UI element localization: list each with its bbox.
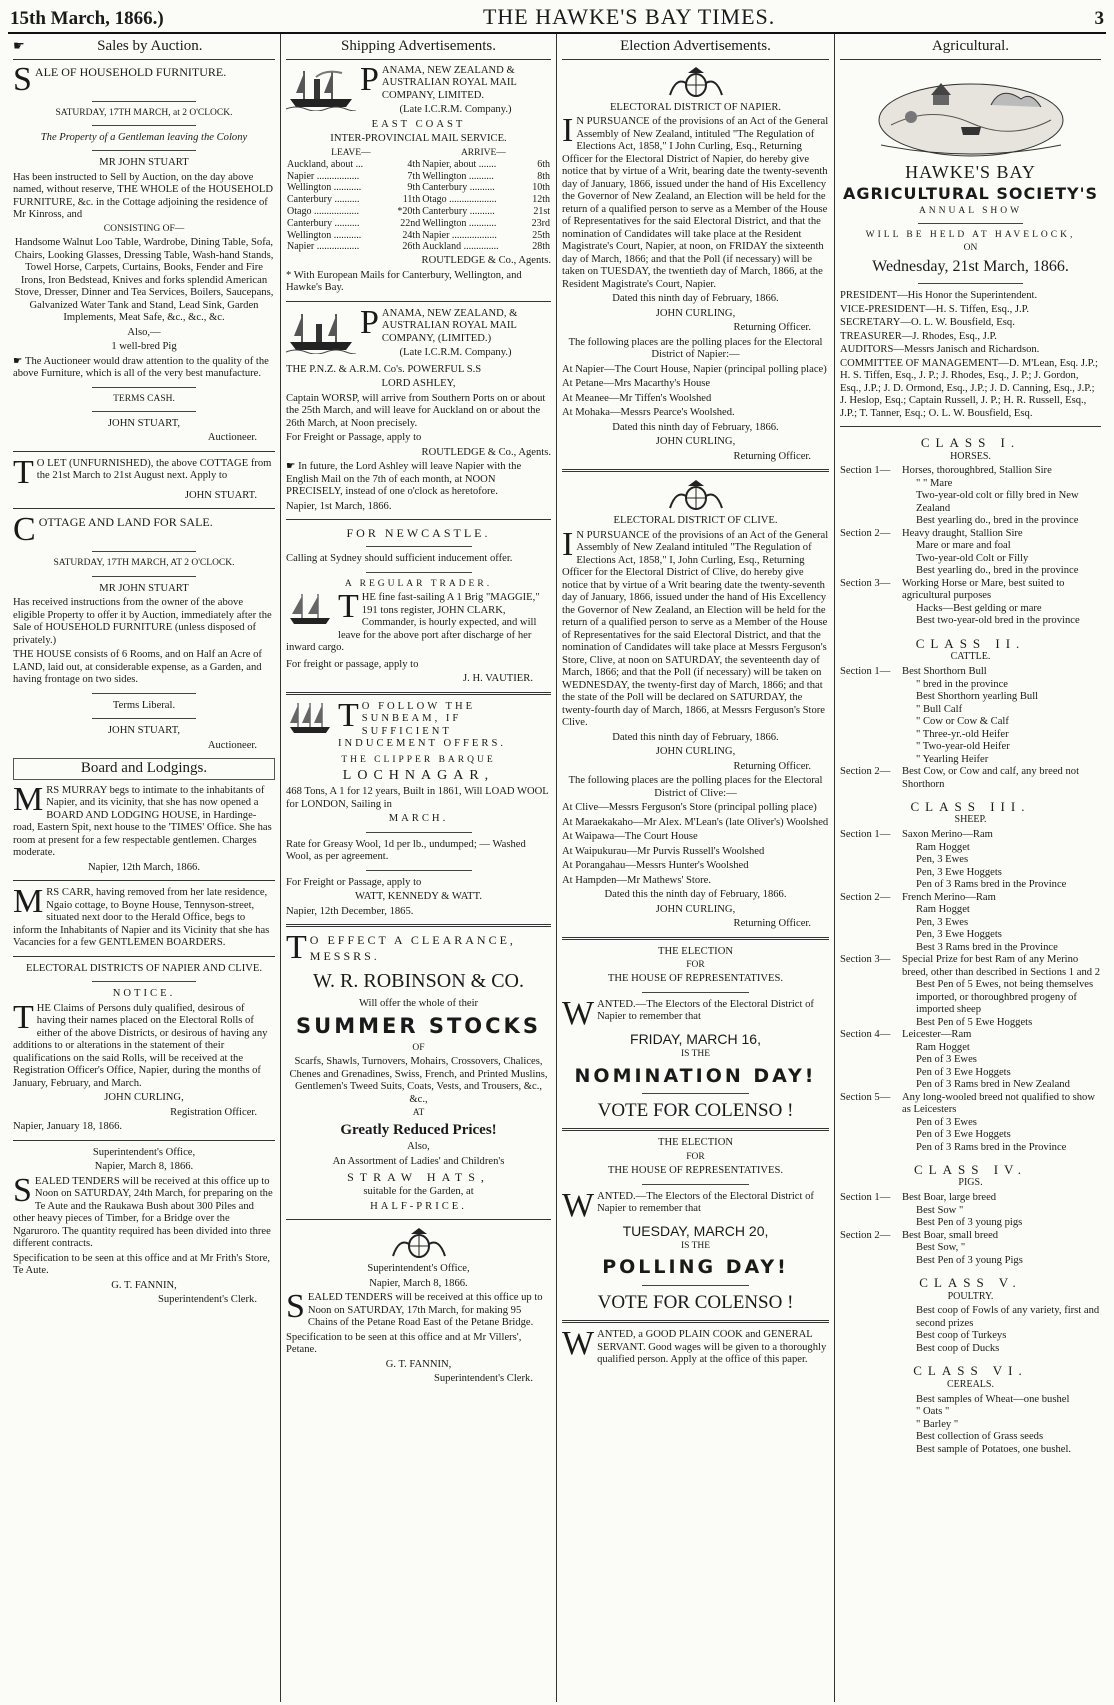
table-row (286, 159, 551, 171)
section-text: Pen, 3 Ewe Hoggets (916, 929, 1002, 941)
section-text: Pen of 3 Ewe Hoggets (916, 1066, 1011, 1078)
ad-electoral-notice: ELECTORAL DISTRICTS OF NAPIER AND CLIVE. NOTICE. THE Claims of Persons duly qualified, desirous of having their names placed on the Electoral Rolls of either of the above Districts, or desirous of having any additions to or alterations in the statement of their qualifications on the said Rolls, will be received at the Registration Officer's Office, Napier, during the months of January, February, and March. JOHN CURLING, Registration Officer. Napier, January 18, 1866. (13, 962, 268, 1133)
ad-cottage-sale: COTTAGE AND LAND FOR SALE. SATURDAY, 17TH MARCH, AT 2 O'CLOCK. MR JOHN STUART Has received instructions from the owner of the above eligible Property to offer it by Auction, immediately after the Sale of HOUSEHOLD FURNITURE (unless disposed of privately.) THE HOUSE consists of 6 Rooms, and on Half an Acre of LAND, laid out, at considerable expense, as a Garden, and having frontage on two sides. Terms Liberal. JOHN STUART, Auctioneer. (13, 511, 272, 751)
list-item: At Petane—Mrs Macarthy's House (562, 378, 711, 390)
section-text: Best Sow, " (916, 1242, 966, 1254)
section-label (840, 1067, 898, 1080)
section-label: Section 3— (840, 577, 891, 589)
mail-schedule-table (286, 159, 551, 253)
class-subheading: POULTRY. (947, 1290, 994, 1302)
table-row (286, 230, 551, 242)
class-heading: CLASS I. (920, 435, 1021, 451)
section-label: Section 2— (840, 1229, 891, 1241)
list-item (840, 1079, 1101, 1092)
list-item (840, 615, 1101, 628)
ad-wanted-cook: WANTED, a GOOD PLAIN COOK and GENERAL SERVANT. Good wages will be given to a thoroughly qualified person. Apply at the office of this paper. (562, 1325, 827, 1366)
section-label (840, 929, 898, 942)
table-cell: Canterbury .......... (287, 194, 360, 206)
table-row (286, 171, 551, 183)
table-cell: Napier ................. (287, 170, 360, 182)
table-cell: 22nd (400, 217, 421, 229)
section-text: Best Pen of 3 young Pigs (916, 1254, 1023, 1266)
section-text: Mare or mare and foal (916, 540, 1011, 552)
section-text: Best Boar, small breed (902, 1229, 999, 1241)
section-label (840, 515, 898, 528)
section-text: Hacks—Best gelding or mare (916, 602, 1042, 614)
section-text: Pen of 3 Ewe Hoggets (916, 1129, 1011, 1141)
section-label (840, 1205, 898, 1218)
show-classes (840, 435, 1101, 1456)
section-label (840, 917, 898, 930)
section-text: " bred in the province (916, 678, 1008, 690)
section-text: Best collection of Grass seeds (916, 1431, 1044, 1443)
section-label (840, 741, 898, 754)
class-subheading: HORSES. (950, 450, 991, 462)
section-text: Best two-year-old bred in the province (916, 615, 1080, 627)
table-row (286, 182, 551, 194)
table-cell: Auckland .............. (422, 241, 499, 253)
list-item (840, 904, 1101, 917)
section-text: Ram Hogget (916, 904, 970, 916)
ad-nomination-day: THE ELECTION FOR THE HOUSE OF REPRESENTATIVES. WANTED.—The Electors of the Electoral District of Napier to remember that FRIDAY, MARCH 16, IS THE NOMINATION DAY! VOTE FOR COLENSO ! (562, 945, 817, 1122)
ad-mrs-carr: MRS CARR, having removed from her late residence, Ngaio cottage, to Boyne House, Tennyson-street, situated next door to the Herald Office, begs to inform the Inhabitants of Napier and its Vicinity that she has Vacancies for a few GENTLEMEN BOARDERS. (13, 883, 270, 949)
class-heading: CLASS VI. (913, 1363, 1028, 1379)
table-cell: 11th (402, 194, 421, 206)
farm-scene-illustration (871, 65, 1071, 160)
table-cell: Wellington ........... (422, 217, 497, 229)
table-cell: Napier, about ....... (422, 158, 497, 170)
list-item (840, 1255, 1101, 1268)
section-heading-board: Board and Lodgings. (13, 758, 275, 780)
list-item (840, 515, 1101, 528)
list-item (840, 1242, 1101, 1255)
section-text: " Barley " (916, 1418, 959, 1430)
section-text: Best Pen of 5 Ewe Hoggets (916, 1016, 1033, 1028)
section-label (840, 565, 898, 578)
section-heading-agricultural: Agricultural. (840, 36, 1101, 60)
section-text: Best Sow " (916, 1204, 964, 1216)
section-label (840, 540, 898, 553)
royal-crest-icon (666, 478, 726, 512)
class-subheading: PIGS. (958, 1177, 983, 1189)
list-item (840, 1394, 1101, 1407)
list-item: At Porangahau—Messrs Hunter's Woolshed (562, 860, 749, 872)
section-label (840, 1054, 898, 1067)
section-label (840, 1142, 898, 1155)
table-cell: 24th (402, 229, 421, 241)
list-item (840, 1017, 1101, 1030)
class-heading: CLASS IV. (913, 1162, 1027, 1178)
section-text: Best samples of Wheat—one bushel (916, 1393, 1070, 1405)
column-sales (8, 34, 280, 1702)
table-cell: Canterbury .......... (287, 217, 360, 229)
section-label (840, 842, 898, 855)
list-item: At Waipawa—The Court House (562, 831, 698, 843)
steamship-icon (286, 65, 356, 111)
table-cell: Napier .................. (422, 229, 497, 241)
section-text: Working Horse or Mare, best suited to agricultural purposes (902, 577, 1065, 602)
section-label (840, 904, 898, 917)
section-text: Best Pen of 5 Ewes, not being themselves imported, or thoroughbred progeny of imported sheep (916, 979, 1094, 1016)
section-heading-shipping: Shipping Advertisements. (286, 36, 551, 60)
section-label (840, 1419, 898, 1432)
section-text: Ram Hogget (916, 841, 970, 853)
list-item (840, 490, 1101, 515)
section-label (840, 615, 898, 628)
table-cell: 8th (537, 170, 550, 182)
list-item (840, 1192, 1101, 1205)
section-label (840, 942, 898, 955)
issue-date: 15th March, 1866.) (10, 8, 164, 29)
section-label (840, 704, 898, 717)
section-label (840, 478, 898, 491)
section-text: Best yearling do., bred in the province (916, 515, 1079, 527)
table-row (286, 241, 551, 253)
section-text: Horses, thoroughbred, Stallion Sire (902, 465, 1052, 477)
list-item: TREASURER—J. Rhodes, Esq., J.P. (840, 330, 997, 342)
list-item (840, 741, 1101, 754)
ad-polling-day: THE ELECTION FOR THE HOUSE OF REPRESENTATIVES. WANTED.—The Electors of the Electoral District of Napier to remember that TUESDAY, MARCH 20, IS THE POLLING DAY! VOTE FOR COLENSO ! (562, 1137, 814, 1313)
section-text: Special Prize for best Ram of any Merino breed, other than described in Sections 1 and 2 (902, 954, 1100, 978)
table-cell: Wellington .......... (422, 170, 494, 182)
list-item (840, 1406, 1101, 1419)
list-item: At Maraekakaho—Mr Alex. M'Lean's (late Oliver's) Woolshed (562, 816, 829, 828)
column-shipping (280, 34, 556, 1702)
list-item (840, 1444, 1101, 1457)
table-cell: Wellington ........... (287, 182, 362, 194)
list-item (840, 729, 1101, 742)
section-label: Section 1— (840, 1192, 891, 1204)
section-label: Section 1— (840, 666, 891, 678)
section-label (840, 1305, 898, 1330)
list-item (840, 754, 1101, 767)
table-cell: 21st (533, 206, 550, 218)
table-cell: 6th (537, 158, 550, 170)
section-text: Heavy draught, Stallion Sire (902, 527, 1023, 539)
list-item (840, 1117, 1101, 1130)
class-subheading: CEREALS. (947, 1378, 994, 1390)
list-item (840, 954, 1101, 979)
section-text: Best Shorthorn Bull (902, 666, 987, 678)
pointing-hand-icon: ☛ (286, 461, 299, 473)
columns (8, 34, 1106, 1702)
list-item (840, 478, 1101, 491)
table-cell: 28th (532, 241, 550, 253)
section-text: " Bull Calf (916, 703, 963, 715)
section-text: Pen of 3 Ewes (916, 1054, 977, 1066)
section-label (840, 1242, 898, 1255)
ad-clive-election: ELECTORAL DISTRICT OF CLIVE. I N PURSUANCE of the provisions of an Act of the General Assembly of New Zealand intituled "The Regulation of Elections Act, 1858," I, John Curling, Esq., Returning Officer for the Electoral District of Clive, do hereby give notice that by virtue of a Writ bearing date the twenty-seventh day of January, 1866, issued under the hand of His Excellency the Governor of New Zealand, an Election will be held for the return of a qualified person to serve as a Member of the House of Representatives for the said Electoral District, and that the nomination of Candidates will take place at Messrs Ferguson's Store, Clive, at noon on SATURDAY, the seventeenth day of March, 1866; and that the Poll (if necessary) will be taken on WEDNESDAY, the twenty-first day of March, 1866; and that the state of the Poll will be declared on SATURDAY, the twenty-fourth day of March, 1866, at Messrs Ferguson's Store Clive. Dated this ninth day of February, 1866. JOHN CURLING, Returning Officer. The following places are the polling places for the Electoral District of Clive:— At Clive—Messrs Ferguson's Store (principal polling place) At Maraekakaho—Mr Alex. M'Lean's (late Oliver's) Woolshed At Waipawa—The Court House At Waipukurau—Mr Purvis Russell's Woolshed At Porangahau—Messrs Hunter's Woolshed At Hampden—Mr Mathews' Store. Dated this the ninth day of February, 1866. JOHN CURLING, Returning Officer. (562, 478, 829, 931)
section-label: Section 1— (840, 829, 891, 841)
list-item (840, 879, 1101, 892)
section-text: " Three-yr.-old Heifer (916, 728, 1009, 740)
list-item (840, 540, 1101, 553)
list-item (840, 1042, 1101, 1055)
list-item (840, 1431, 1101, 1444)
list-item (840, 979, 1101, 1017)
ad-robinson-clearance: T O EFFECT A CLEARANCE, MESSRS. W. R. ROBINSON & CO. Will offer the whole of their SUMMER STOCKS OF Scarfs, Shawls, Turnovers, Mohairs, Crossovers, Chalices, Chenes and Grenadines, Swiss, French, and Printed Muslins, Gentlemen's Tweed Suits, Coats, Vests, and Trousers, &c., &c., AT Greatly Reduced Prices! Also, An Assortment of Ladies' and Children's STRAW HATS, suitable for the Garden, at HALF-PRICE. (286, 929, 548, 1212)
section-label (840, 716, 898, 729)
table-cell: 26th (402, 241, 421, 253)
ad-newcastle: FOR NEWCASTLE. Calling at Sydney should sufficient inducement offer. A REGULAR TRADER. THE fine fast-sailing A 1 Brig "MAGGIE," 191 tons register, JOHN CLARK, Commander, is hourly expected, and will leave for the above port after discharge of her inward cargo. For freight or passage, apply to J. H. VAUTIER. (286, 526, 540, 685)
section-label (840, 1330, 898, 1343)
list-item (840, 929, 1101, 942)
table-cell: 9th (407, 182, 421, 194)
list-item (840, 553, 1101, 566)
list-item (840, 465, 1101, 478)
table-cell: 10th (532, 182, 550, 194)
section-label: Section 5— (840, 1091, 891, 1103)
table-cell: Otago .................. (287, 206, 359, 218)
section-label (840, 754, 898, 767)
section-text: Best sample of Potatoes, one bushel. (916, 1443, 1072, 1455)
list-item (840, 565, 1101, 578)
section-label (840, 879, 898, 892)
list-item (840, 1230, 1101, 1243)
list-item (840, 829, 1101, 842)
list-item (840, 666, 1101, 679)
table-row (286, 206, 551, 218)
list-item (840, 1129, 1101, 1142)
list-item: COMMITTEE OF MANAGEMENT—D. M'Lean, Esq. J.P.; H. S. Tiffen, Esq., J. P.; J. Rhodes, Esq., J. P.; J. Gordon, Esq., J.P.; J. D. Ormond, Esq., J.P.; J. D. Canning, Esq., J.P.; J. Heslop, Esq.; Captain Russell, J. P.; H. R. Russell, Esq., J.P.; T. Tanner, Esq.; O. L. W. Bousfield, Esq. (840, 357, 1098, 419)
section-text: Pen of 3 Rams bred in New Zealand (916, 1079, 1070, 1091)
section-text: Pen, 3 Ewe Hoggets (916, 866, 1002, 878)
list-item (840, 603, 1101, 616)
list-item (840, 691, 1101, 704)
section-text: Best coop of Fowls of any variety, first and second prizes (916, 1305, 1100, 1329)
section-label (840, 1217, 898, 1230)
ad-panama-mail-2: PANAMA, NEW ZEALAND, & AUSTRALIAN ROYAL MAIL COMPANY, (LIMITED.) (Late I.C.R.M. Company.) THE P.N.Z. & A.R.M. Co's. POWERFUL S.S LORD ASHLEY, Captain WORSP, will arrive from Southern Ports on or about the 25th March, and will leave for Auckland on or about the 26th March, at Noon precisely. For Freight or Passage, apply to ROUTLEDGE & Co., Agents. ☛ In future, the Lord Ashley will leave Napier with the English Mail on the 7th of each month, at NOON PRECISELY, instead of one o'clock as heretofore. Napier, 1st March, 1866. (286, 303, 551, 512)
section-text: Two-year-old colt or filly bred in New Zealand (916, 490, 1079, 514)
list-item (840, 1092, 1101, 1117)
section-label (840, 1129, 898, 1142)
section-text: Saxon Merino—Ram (902, 829, 993, 841)
list-item (840, 716, 1101, 729)
list-item (840, 1067, 1101, 1080)
section-text: Ram Hogget (916, 1041, 970, 1053)
section-text: Pen of 3 Rams bred in the Province (916, 1141, 1067, 1153)
section-label (840, 979, 898, 1017)
table-cell: 23rd (531, 217, 550, 229)
ad-panama-mail-1: PANAMA, NEW ZEALAND & AUSTRALIAN ROYAL MAIL COMPANY, LIMITED. (Late I.C.R.M. Company.) EAST COAST INTER-PROVINCIAL MAIL SERVICE. LEAVE— ARRIVE— Auckland, about ... 4th Napier, about ....... 6th Napier ................. 7th Wellington .......... 8th Wellington ........... 9th Canterbury .......... 10th Canterbury .......... 11th Otago ................... 12th Otago .................. *20th Canterbury .......... 21st Canterbury .......... 22nd Wellington ........... 23rd Wellington ........... 24th Napier .................. 25th Napier ................. 26th Auckland .............. 28th ROUTLEDGE & Co., Agents. * With European Mails for Canterbury, Wellington, and Hawke's Bay. (286, 60, 551, 294)
section-text: Best yearling do., bred in the province (916, 565, 1079, 577)
list-item: AUDITORS—Messrs Janisch and Richardson. (840, 344, 1040, 356)
list-item (840, 766, 1101, 791)
section-label: Section 4— (840, 1029, 891, 1041)
section-text: Pen, 3 Ewes (916, 854, 969, 866)
list-item (840, 867, 1101, 880)
table-cell: 25th (532, 229, 550, 241)
ad-lochnagar: T O FOLLOW THE SUNBEAM, IF SUFFICIENT INDUCEMENT OFFERS. THE CLIPPER BARQUE LOCHNAGAR, 468 Tons, A 1 for 12 years, Built in 1861, Will LOAD WOOL for LONDON, Sailing in MARCH. Rate for Greasy Wool, 1d per lb., undumped; — Washed Wool, as per agreement. For Freight or Passage, apply to WATT, KENNEDY & WATT. Napier, 12th December, 1865. (286, 696, 549, 917)
table-cell: Auckland, about ... (287, 158, 364, 170)
ad-furniture-sale: SALE OF HOUSEHOLD FURNITURE. SATURDAY, 17TH MARCH, at 2 O'CLOCK. The Property of a Gentleman leaving the Colony MR JOHN STUART Has been instructed to Sell by Auction, on the day above named, without reserve, THE WHOLE of the HOUSEHOLD FURNITURE, &c. in the Cottage adjoining the residence of Mr Kinross, and CONSISTING OF— Handsome Walnut Loo Table, Wardrobe, Dining Table, Sofa, Chairs, Looking Glasses, Dressing Table, Wash-hand Stands, Towel Horse, Carpets, Curtains, Books, Fender and Fire Irons, Iron Bedstead, Knives and forks splendid American Stove, Dresser, Dinner and Tea Services, Boilers, Saucepans, Galvanized Water Tank and Stand, Lead Sink, Garden Implements, Meat Safe, &c., &c., &c. Also,— 1 well-bred Pig ☛ The Auctioneer would draw attention to the quality of the above Furniture, which is all of the very best manufacture. TERMS CASH. JOHN STUART, Auctioneer. (13, 60, 274, 444)
section-text: " " Mare (916, 477, 953, 489)
list-item (840, 1330, 1101, 1343)
list-item: At Meanee—Mr Tiffen's Woolshed (562, 392, 712, 404)
class-heading: CLASS III. (910, 799, 1031, 815)
section-label (840, 729, 898, 742)
list-item: At Waipukurau—Mr Purvis Russell's Woolshed (562, 845, 765, 857)
section-text: Any long-wooled breed not qualified to show as Leicesters (902, 1091, 1096, 1116)
section-text: Best coop of Ducks (916, 1342, 1000, 1354)
section-label (840, 867, 898, 880)
list-item (840, 842, 1101, 855)
section-label: Section 2— (840, 891, 891, 903)
section-label (840, 1017, 898, 1030)
section-label (840, 1343, 898, 1356)
column-agricultural: Agricultural. HAWKE'S BAY AGRICULTURAL SOCIETY'S ANNUAL SHOW WILL BE HELD AT HAVELOCK, ON Wednesday, 21st March, 1866. PRESIDENT—His Honor the Superintendent. VICE-PRESIDENT—H. S. Tiffen, Esq., J.P. SECRETARY—O. L. W. Bousfield, Esq. TREASURER—J. Rhodes, Esq., J.P. AUDITORS—Messrs Janisch and Richardson. COMMITTEE OF MANAGEMENT—D. M'Lean, Esq. J.P.; H. S. Tiffen, Esq., J. P.; J. Rhodes, Esq., J. P.; J. Gordon, Esq., J.P.; J. D. Ormond, Esq., J.P.; J. D. Canning, Esq., J.P.; J. Heslop, Esq.; Captain Russell, J. P.; H. R. Russell, Esq., J.P.; T. Tanner, Esq.; O. L. W. Bousfield, Esq. CLASS I. HORSES. Section 1— Horses, thoroughbred, Stallion Sire " " Mare Two-year-old colt or filly bred in New Zealand Best yearling do., bred in the province Section 2— Heavy draught, Stallion Sire Mare or mare and foal Two-year-old Colt or Filly Best yearling do., bred in the province Section 3— Working Horse or Mare, best suited to agricultural purposes Hacks—Best gelding or mare Best two-year-old bred in the province CLASS II. CATTLE. Section 1— Best Shorthorn Bull " bred in the province Best Shorthorn yearling Bull " Bull Calf " Cow or Cow & Calf " Three-yr.-old Heifer " Two-year-old Heifer " Yearling Heifer Section 2— Best Cow, or Cow and calf, any breed not Shorthorn CLASS III. SHEEP. Section 1— Saxon Merino—Ram Ram Hogget Pen, 3 Ewes Pen, 3 Ewe Hoggets Pen of 3 Rams bred in the Province Section 2— French Merino—Ram Ram Hogget Pen, 3 Ewes Pen, 3 Ewe Hoggets Best 3 Rams bred in the Province Section 3— Special Prize for best Ram of any Merino breed, other than described in Sections 1 and 2 Best Pen of 5 Ewes, not being themselves imported, or thoroughbred progeny of imported sheep Best Pen of 5 Ewe Hoggets Section 4— Leicester—Ram Ram Hogget Pen of 3 Ewes Pen of 3 Ewe Hoggets Pen of 3 Rams bred in New Zealand Section 5— Any long-wooled breed not qualified to show as Leicesters Pen of 3 Ewes Pen of 3 Ewe Hoggets Pen of 3 Rams bred in the Province CLASS IV. PIGS. Section 1— Best Boar, large breed Best Sow " Best Pen of 3 young pigs Section 2— Best Boar, small breed Best Sow, " Best Pen of 3 young Pigs CLASS V. POULTRY. Best coop of Fowls of any variety, first and second prizes Best coop of Turkeys Best coop of Ducks CLASS VI. CEREALS. Best samples of Wheat—one bushel " Oats " " Barley " Best collection of Grass seeds Best sample of Potatoes, one bushel. (834, 34, 1106, 1702)
section-text: Best Cow, or Cow and calf, any breed not Shorthorn (902, 766, 1080, 790)
table-cell: 4th (407, 158, 421, 170)
section-label (840, 1444, 898, 1457)
list-item (840, 1343, 1101, 1356)
pointing-hand-icon: ☛ (13, 38, 25, 53)
section-label: Section 2— (840, 527, 891, 539)
class-subheading: CATTLE. (950, 651, 991, 663)
steamship-icon (286, 308, 356, 354)
ad-to-let: T O LET (UNFURNISHED), the above COTTAGE from the 21st March to 21st August next. Apply to JOHN STUART. (13, 453, 272, 501)
list-item: At Clive—Messrs Ferguson's Store (principal polling place) (562, 802, 817, 814)
section-label (840, 691, 898, 704)
section-label (840, 553, 898, 566)
ad-mrs-murray: MRS MURRAY begs to intimate to the inhabitants of Napier, and its vicinity, that she has now opened a BOARD AND LODGING HOUSE, in Hardinge-road, Eastern Spit, next house to the 'TIMES' Office. She has room at present for a few respectable gentlemen. Charges moderate. Napier, 12th March, 1866. (13, 780, 272, 873)
section-text: Best 3 Rams bred in the Province (916, 941, 1058, 953)
royal-crest-icon (666, 65, 726, 99)
table-cell: Napier ................. (287, 241, 360, 253)
section-text: Best Boar, large breed (902, 1192, 997, 1204)
list-item (840, 1305, 1101, 1330)
list-item (840, 917, 1101, 930)
section-text: Two-year-old Colt or Filly (916, 552, 1029, 564)
list-item (840, 854, 1101, 867)
ad-sealed-tenders-bridge: Superintendent's Office, Napier, March 8, 1866. SEALED TENDERS will be received at this office up to Noon on SATURDAY, 24th March, for preparing on the Te Aute and the Raukawa Bush about 300 Piles and other heavy pieces of Timber, for a Bridge over the Ngaruroro. The quantity required has been divided into three different contracts. Specification to be seen at this office and at Mr Frith's Store, Te Aute. G. T. FANNIN, Superintendent's Clerk. (13, 1146, 273, 1306)
section-label (840, 1406, 898, 1419)
list-item (840, 1419, 1101, 1432)
list-item (840, 1029, 1101, 1042)
class-subheading: SHEEP. (954, 814, 987, 826)
section-label (840, 1042, 898, 1055)
section-text: " Cow or Cow & Calf (916, 716, 1009, 728)
section-text: Best coop of Turkeys (916, 1330, 1007, 1342)
list-item: At Mohaka—Messrs Pearce's Woolshed. (562, 407, 735, 419)
list-item (840, 528, 1101, 541)
list-item: At Napier—The Court House, Napier (principal polling place) (562, 363, 827, 375)
section-label: Section 3— (840, 954, 891, 966)
list-item: At Hampden—Mr Mathews' Store. (562, 874, 712, 886)
section-text: Pen of 3 Ewes (916, 1116, 977, 1128)
section-label (840, 1255, 898, 1268)
list-item: VICE-PRESIDENT—H. S. Tiffen, Esq., J.P. (840, 303, 1030, 315)
table-row (286, 218, 551, 230)
section-text: French Merino—Ram (902, 891, 996, 903)
section-label (840, 1431, 898, 1444)
section-text: Leicester—Ram (902, 1029, 972, 1041)
masthead (8, 6, 1106, 34)
table-cell: 12th (532, 194, 550, 206)
newspaper-title: THE HAWKE'S BAY TIMES. (482, 4, 776, 29)
ad-sealed-tenders-road: Superintendent's Office, Napier, March 8, 1866. SEALED TENDERS will be received at this office up to Noon on SATURDAY, 17th March, for making 95 Chains of the Petane Road East of the Petane Bridge. Specification to be seen at this office and at Mr Villers', Petane. G. T. FANNIN, Superintendent's Clerk. (286, 1226, 551, 1386)
section-label: Section 2— (840, 766, 891, 778)
table-cell: Otago ................... (422, 194, 497, 206)
section-label (840, 854, 898, 867)
list-item (840, 1142, 1101, 1155)
list-item (840, 578, 1101, 603)
section-label (840, 1394, 898, 1407)
sailing-brig-icon (286, 592, 334, 628)
society-officers (840, 290, 1101, 420)
table-cell: 7th (407, 170, 421, 182)
class-heading: CLASS V. (919, 1275, 1022, 1291)
section-label (840, 490, 898, 515)
table-row (286, 194, 551, 206)
section-label (840, 603, 898, 616)
table-cell: *20th (397, 206, 421, 218)
section-label (840, 1117, 898, 1130)
section-text: Pen, 3 Ewes (916, 916, 969, 928)
clipper-ship-icon (286, 701, 334, 737)
class-heading: CLASS II. (915, 635, 1026, 651)
section-text: " Yearling Heifer (916, 753, 989, 765)
ad-napier-election: ELECTORAL DISTRICT OF NAPIER. I N PURSUANCE of the provisions of an Act of the General Assembly of New Zealand, intituled "The Regulation of Elections Act, 1858," I John Curling, Esq., Returning Officer for the Electoral District of Napier, do hereby give notice that by virtue of a Writ, bearing date the twenty-seventh day of January, 1866, issued under the hand of His Excellency the Governor of New Zealand, an Election will be held for the return of a qualified person to serve as a Member of the House of Representatives for the said Electoral District, and that the nomination of Candidates will take place at the Resident Magistrate's Court, Napier, at noon, on FRIDAY the sixteenth day of March, 1866; and that the Poll (if necessary) will be taken on TUESDAY, the twentieth day of March, 1866, at the Resident Magistrate's Court, Napier. Dated this ninth day of February, 1866. JOHN CURLING, Returning Officer. The following places are the polling places for the Electoral District of Napier:— At Napier—The Court House, Napier (principal polling place) At Petane—Mrs Macarthy's House At Meanee—Mr Tiffen's Woolshed At Mohaka—Messrs Pearce's Woolshed. Dated this ninth day of February, 1866. JOHN CURLING, Returning Officer. (562, 65, 829, 464)
section-heading-elections: Election Advertisements. (562, 36, 829, 60)
section-heading-sales: ☛ Sales by Auction. (13, 36, 275, 60)
section-text: " Oats " (916, 1406, 950, 1418)
section-label: Section 1— (840, 465, 891, 477)
page-number: 3 (1094, 8, 1104, 29)
table-cell: Wellington ........... (287, 229, 362, 241)
list-item (840, 1054, 1101, 1067)
pointing-hand-icon: ☛ (13, 355, 25, 367)
list-item: SECRETARY—O. L. W. Bousfield, Esq. (840, 317, 1015, 329)
list-item (840, 892, 1101, 905)
list-item: PRESIDENT—His Honor the Superintendent. (840, 290, 1038, 302)
section-label (840, 679, 898, 692)
table-cell: Canterbury .......... (422, 182, 495, 194)
list-item (840, 679, 1101, 692)
list-item (840, 1205, 1101, 1218)
section-label (840, 1079, 898, 1092)
section-text: Pen of 3 Rams bred in the Province (916, 879, 1067, 891)
section-text: " Two-year-old Heifer (916, 741, 1010, 753)
list-item (840, 942, 1101, 955)
table-cell: Canterbury .......... (422, 206, 495, 218)
section-text: Best Pen of 3 young pigs (916, 1217, 1023, 1229)
royal-crest-icon (389, 1226, 449, 1260)
column-elections (556, 34, 834, 1702)
section-text: Best Shorthorn yearling Bull (916, 691, 1039, 703)
list-item (840, 704, 1101, 717)
list-item (840, 1217, 1101, 1230)
